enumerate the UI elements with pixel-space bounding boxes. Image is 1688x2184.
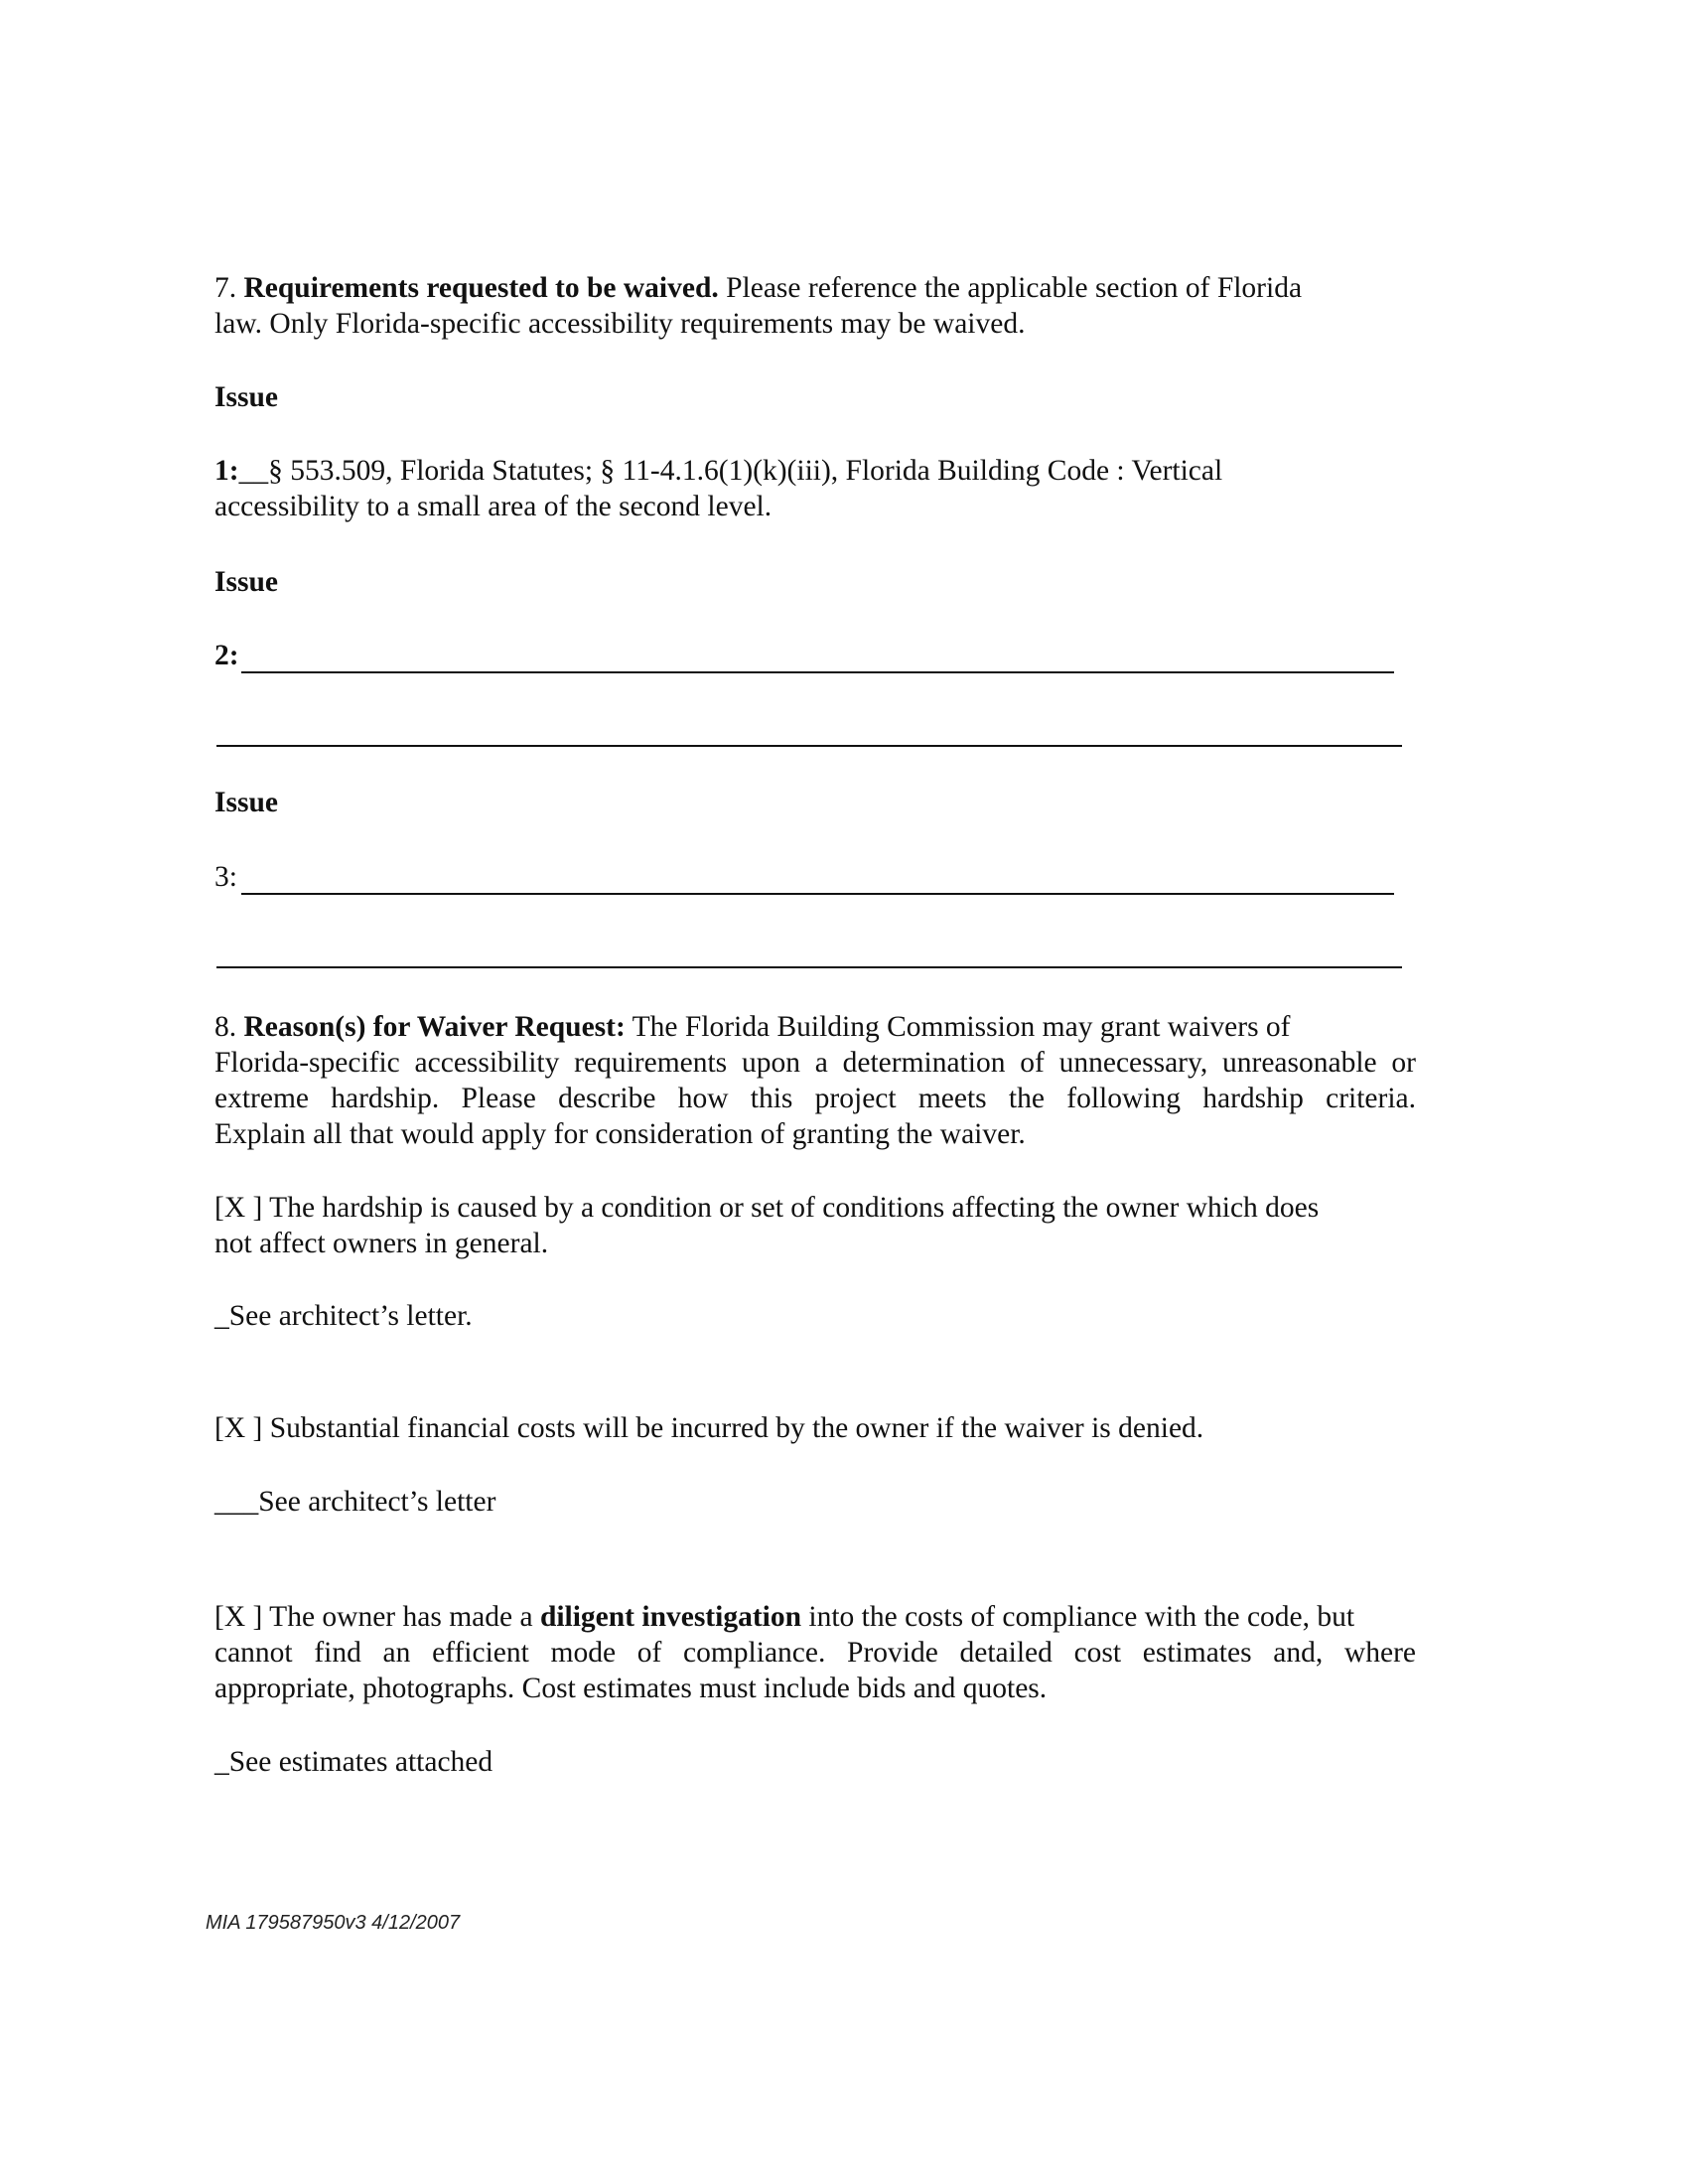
criterion-3-text-after: into the costs of compliance with the code, but xyxy=(808,1601,1355,1633)
footer-document-id: MIA 179587950v3 4/12/2007 xyxy=(206,1912,461,1934)
criterion-3-text-bold: diligent investigation xyxy=(539,1601,802,1633)
criterion-1-checkbox[interactable]: [X ] xyxy=(214,1192,263,1224)
criterion-3-checkbox[interactable]: [X ] xyxy=(214,1601,263,1633)
criterion-1-text: The hardship is caused by a condition or set of conditions affecting the owner which does xyxy=(269,1192,1320,1224)
criterion-1-response-prefix: _ xyxy=(214,1300,229,1332)
section-8-heading: Reason(s) for Waiver Request: xyxy=(243,1011,626,1043)
criterion-3-response[interactable] xyxy=(214,1744,1416,1780)
section-8-text: The Florida Building Commission may grant waivers of xyxy=(632,1011,1291,1043)
issue-3-label: Issue xyxy=(214,787,278,818)
issue-2-blank-line-1[interactable] xyxy=(241,671,1394,673)
issue-3-blank-line-1[interactable] xyxy=(241,893,1394,895)
issue-1-number: 1: xyxy=(214,455,239,487)
issue-2-number-text: 2: xyxy=(214,640,239,671)
criterion-3-line1 xyxy=(214,1599,1416,1635)
issue-2-blank-line-2[interactable] xyxy=(216,745,1402,747)
issue-1-line2[interactable]: accessibility to a small area of the second level. xyxy=(214,491,773,522)
criterion-3-response-prefix: _ xyxy=(214,1746,229,1778)
section-7-text: Please reference the applicable section of Florida xyxy=(726,272,1303,304)
criterion-2-response[interactable] xyxy=(214,1484,1416,1520)
criterion-3-line2 xyxy=(214,1635,1416,1671)
criterion-1-response-text[interactable]: See architect’s letter. xyxy=(228,1300,473,1332)
criterion-2-response-text[interactable]: See architect’s letter xyxy=(258,1486,496,1518)
section-8-line3-text: extreme hardship. Please describe how this project meets the following hardship criteria. xyxy=(214,1083,1416,1114)
issue-3-number-text: 3: xyxy=(214,861,237,893)
criterion-1-line1 xyxy=(214,1190,1416,1226)
section-8-line4: Explain all that would apply for consideration of granting the waiver. xyxy=(214,1118,1026,1150)
issue-2-label: Issue xyxy=(214,566,278,598)
criterion-3-line2-text: cannot find an efficient mode of compliance. Provide detailed cost estimates and, where xyxy=(214,1637,1416,1669)
criterion-2-checkbox[interactable]: [X ] xyxy=(214,1412,263,1444)
criterion-2-text: Substantial financial costs will be incurred by the owner if the waiver is denied. xyxy=(269,1412,1204,1444)
section-7-heading: Requirements requested to be waived. xyxy=(243,272,719,304)
criterion-2-response-prefix: ___ xyxy=(214,1486,259,1518)
criterion-3-response-text[interactable]: See estimates attached xyxy=(228,1746,493,1778)
section-8-number: 8. xyxy=(214,1011,237,1043)
issue-1-label: Issue xyxy=(214,381,278,413)
section-8-line3 xyxy=(214,1081,1416,1116)
section-8-line2-text: Florida-specific accessibility requirements upon a determination of unnecessary, unreasonable or xyxy=(214,1047,1416,1079)
section-7-number: 7. xyxy=(214,272,237,304)
criterion-1-response[interactable] xyxy=(214,1298,1416,1334)
criterion-2-line1 xyxy=(214,1410,1416,1446)
issue-3-number xyxy=(214,859,237,895)
section-7-paragraph xyxy=(214,270,1416,306)
issue-1-value[interactable]: § 553.509, Florida Statutes; § 11-4.1.6(1)(k)(iii), Florida Building Code : Vertical xyxy=(268,455,1223,487)
issue-1-prefix: __ xyxy=(238,455,269,487)
issue-3-blank-line-2[interactable] xyxy=(216,966,1402,968)
section-8-line2 xyxy=(214,1045,1416,1081)
issue-1-line1 xyxy=(214,453,1416,489)
issue-2-number xyxy=(214,638,239,673)
criterion-3-line3: appropriate, photographs. Cost estimates must include bids and quotes. xyxy=(214,1673,1048,1704)
section-8-line1 xyxy=(214,1009,1416,1045)
criterion-1-line2: not affect owners in general. xyxy=(214,1228,549,1259)
section-7-paragraph-line2: law. Only Florida-specific accessibility requirements may be waived. xyxy=(214,308,1026,340)
criterion-3-text-before: The owner has made a xyxy=(269,1601,533,1633)
